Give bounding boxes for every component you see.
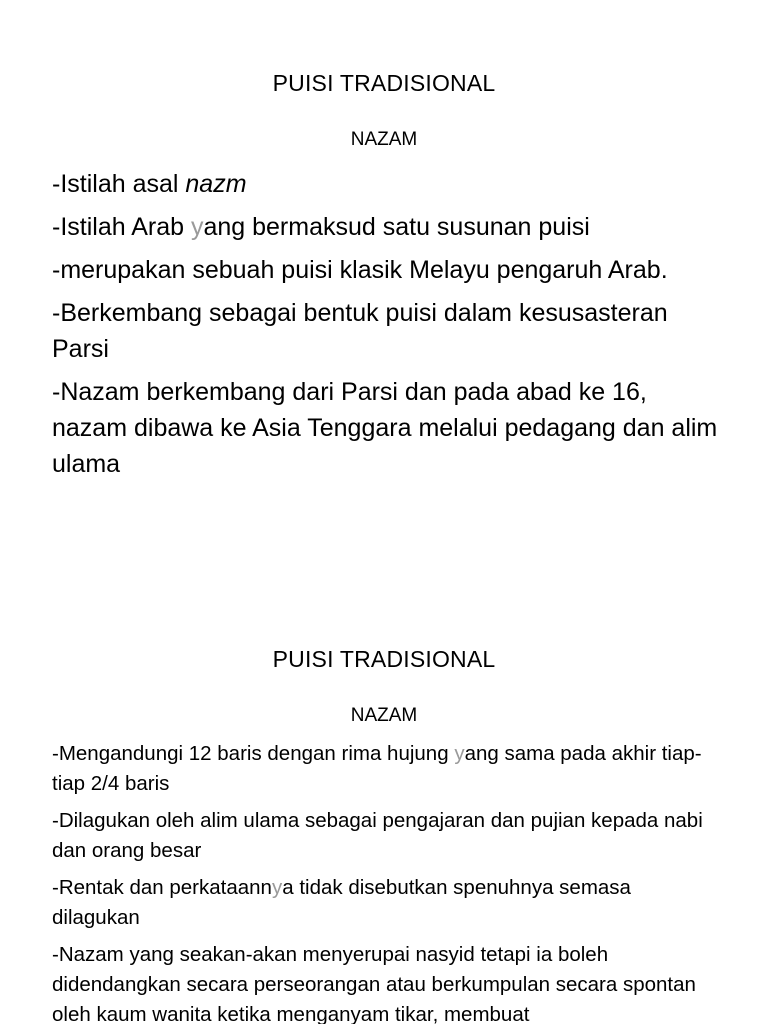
bullet-item: -Rentak dan perkataannya tidak disebutkan spenuhnya semasa dilagukan	[52, 876, 631, 929]
bullet-item: -Mengandungi 12 baris dengan rima hujung yang sama pada akhir tiap-tiap 2/4 baris	[52, 742, 702, 795]
slide-1-title: PUISI TRADISIONAL	[272, 70, 496, 96]
bullet-item: -Nazam berkembang dari Parsi dan pada abad ke 16, nazam dibawa ke Asia Tenggara melalui pedagang dan alim ulama	[52, 378, 718, 478]
slide-2-bullet-list	[52, 739, 722, 1024]
bullet-item: -Istilah asal nazm	[52, 170, 247, 198]
bullet-item: -Nazam yang seakan-akan menyerupai nasyid tetapi ia boleh didendangkan secara perseorangan atau berkumpulan secara spontan oleh kaum wanita ketika menganyam tikar, membuat	[52, 943, 696, 1024]
bullet-item: -Dilagukan oleh alim ulama sebagai pengajaran dan pujian kepada nabi dan orang besar	[52, 809, 703, 862]
bullet-item: -Istilah Arab yang bermaksud satu susunan puisi	[52, 213, 590, 241]
slide-1-subtitle: NAZAM	[350, 129, 418, 150]
slide-2	[0, 575, 768, 1024]
slide-2-title: PUISI TRADISIONAL	[272, 646, 496, 672]
bullet-item: -merupakan sebuah puisi klasik Melayu pengaruh Arab.	[52, 256, 668, 284]
slide-2-subtitle: NAZAM	[350, 705, 418, 726]
slide-1-bullet-list	[52, 166, 722, 489]
bullet-item: -Berkembang sebagai bentuk puisi dalam kesusasteran Parsi	[52, 299, 668, 363]
